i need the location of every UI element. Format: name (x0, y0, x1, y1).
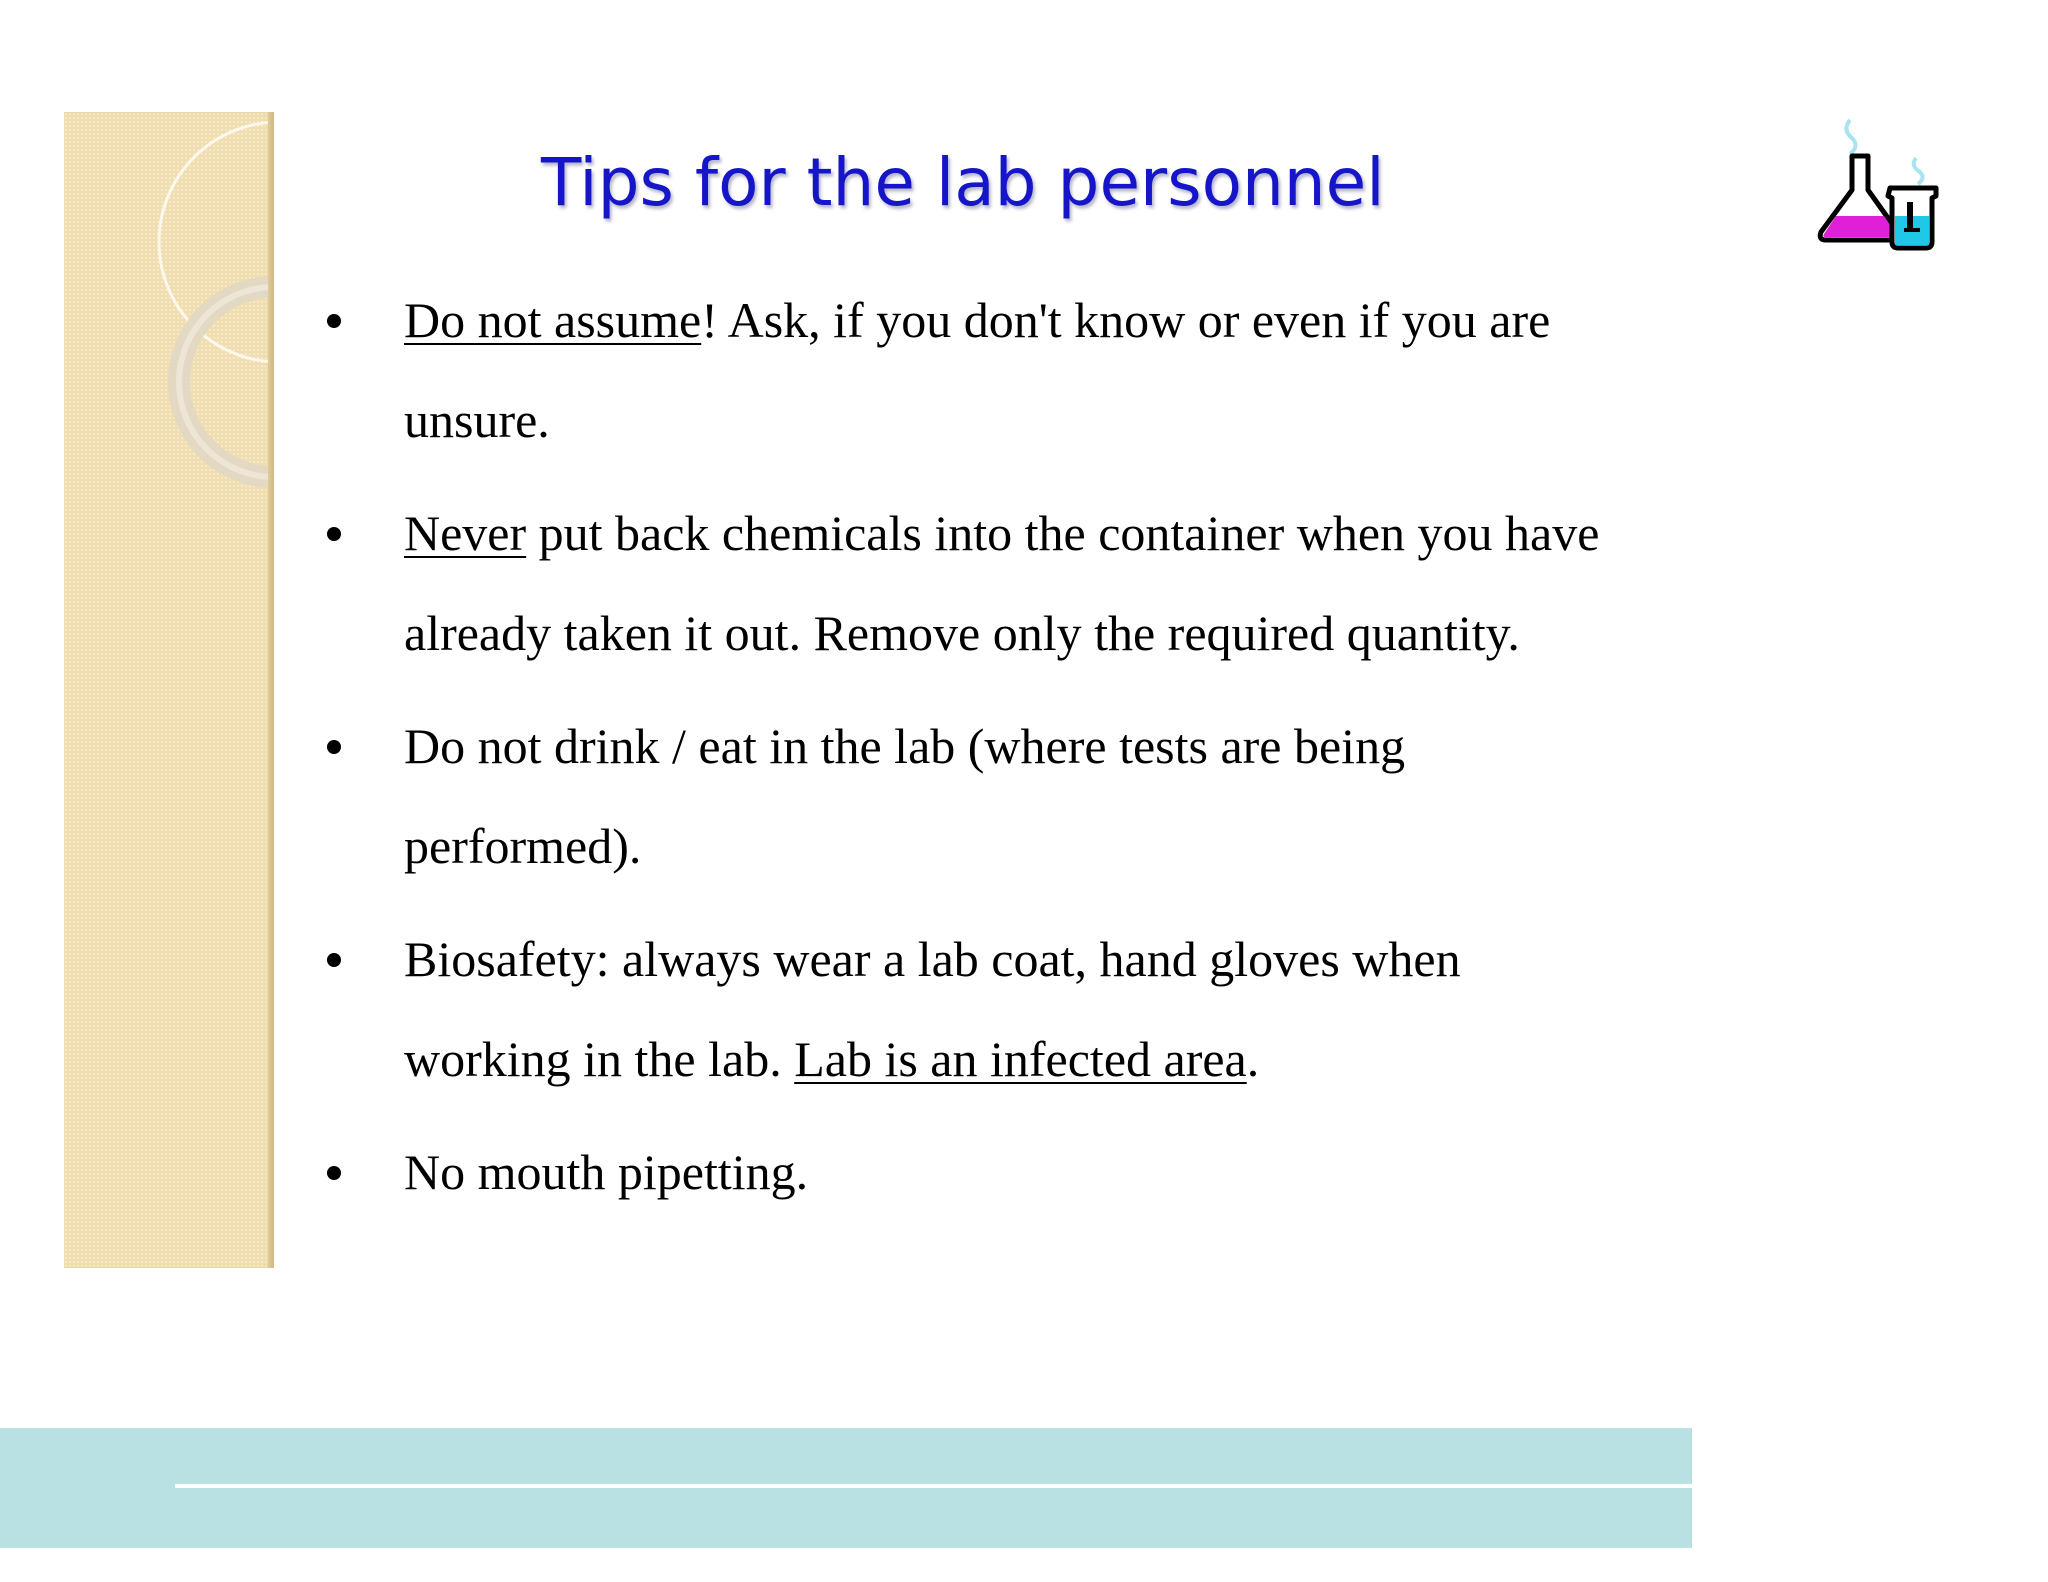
underlined-text: Lab is an infected area (794, 1031, 1247, 1087)
underlined-text: Do not assume (404, 292, 702, 348)
footer-band (0, 1428, 1692, 1548)
bullet-line: performed). (404, 818, 642, 874)
bullet-marker (327, 953, 341, 967)
bullet-text: working in the lab. (404, 1031, 795, 1087)
bullet-marker (327, 314, 341, 328)
bullet-line (404, 1029, 1259, 1089)
bullet-text: . (1246, 1031, 1260, 1087)
bullet-line: unsure. (404, 392, 550, 448)
bullet-line: Do not drink / eat in the lab (where tests are being (404, 718, 1406, 774)
side-panel-edge (268, 112, 274, 1268)
bullet-text: ! Ask, if you don't know or even if you are (701, 292, 1551, 348)
bullet-line: Biosafety: always wear a lab coat, hand gloves when (404, 931, 1461, 987)
bullet-marker (327, 527, 341, 541)
ring-decoration (64, 112, 274, 1268)
side-decorative-panel (64, 112, 274, 1268)
bullet-line: already taken it out. Remove only the required quantity. (404, 605, 1520, 661)
underlined-text: Never (404, 505, 527, 561)
bullet-line: No mouth pipetting. (404, 1144, 809, 1200)
bullet-marker (327, 1166, 341, 1180)
bullet-text: put back chemicals into the container when you have (526, 505, 1600, 561)
footer-divider (175, 1484, 1692, 1488)
bullet-line (404, 290, 1550, 350)
chemistry-flasks-icon (1812, 112, 1964, 252)
bullet-line (404, 503, 1599, 563)
slide-title: Tips for the lab personnel (541, 144, 1385, 221)
bullet-marker (327, 740, 341, 754)
